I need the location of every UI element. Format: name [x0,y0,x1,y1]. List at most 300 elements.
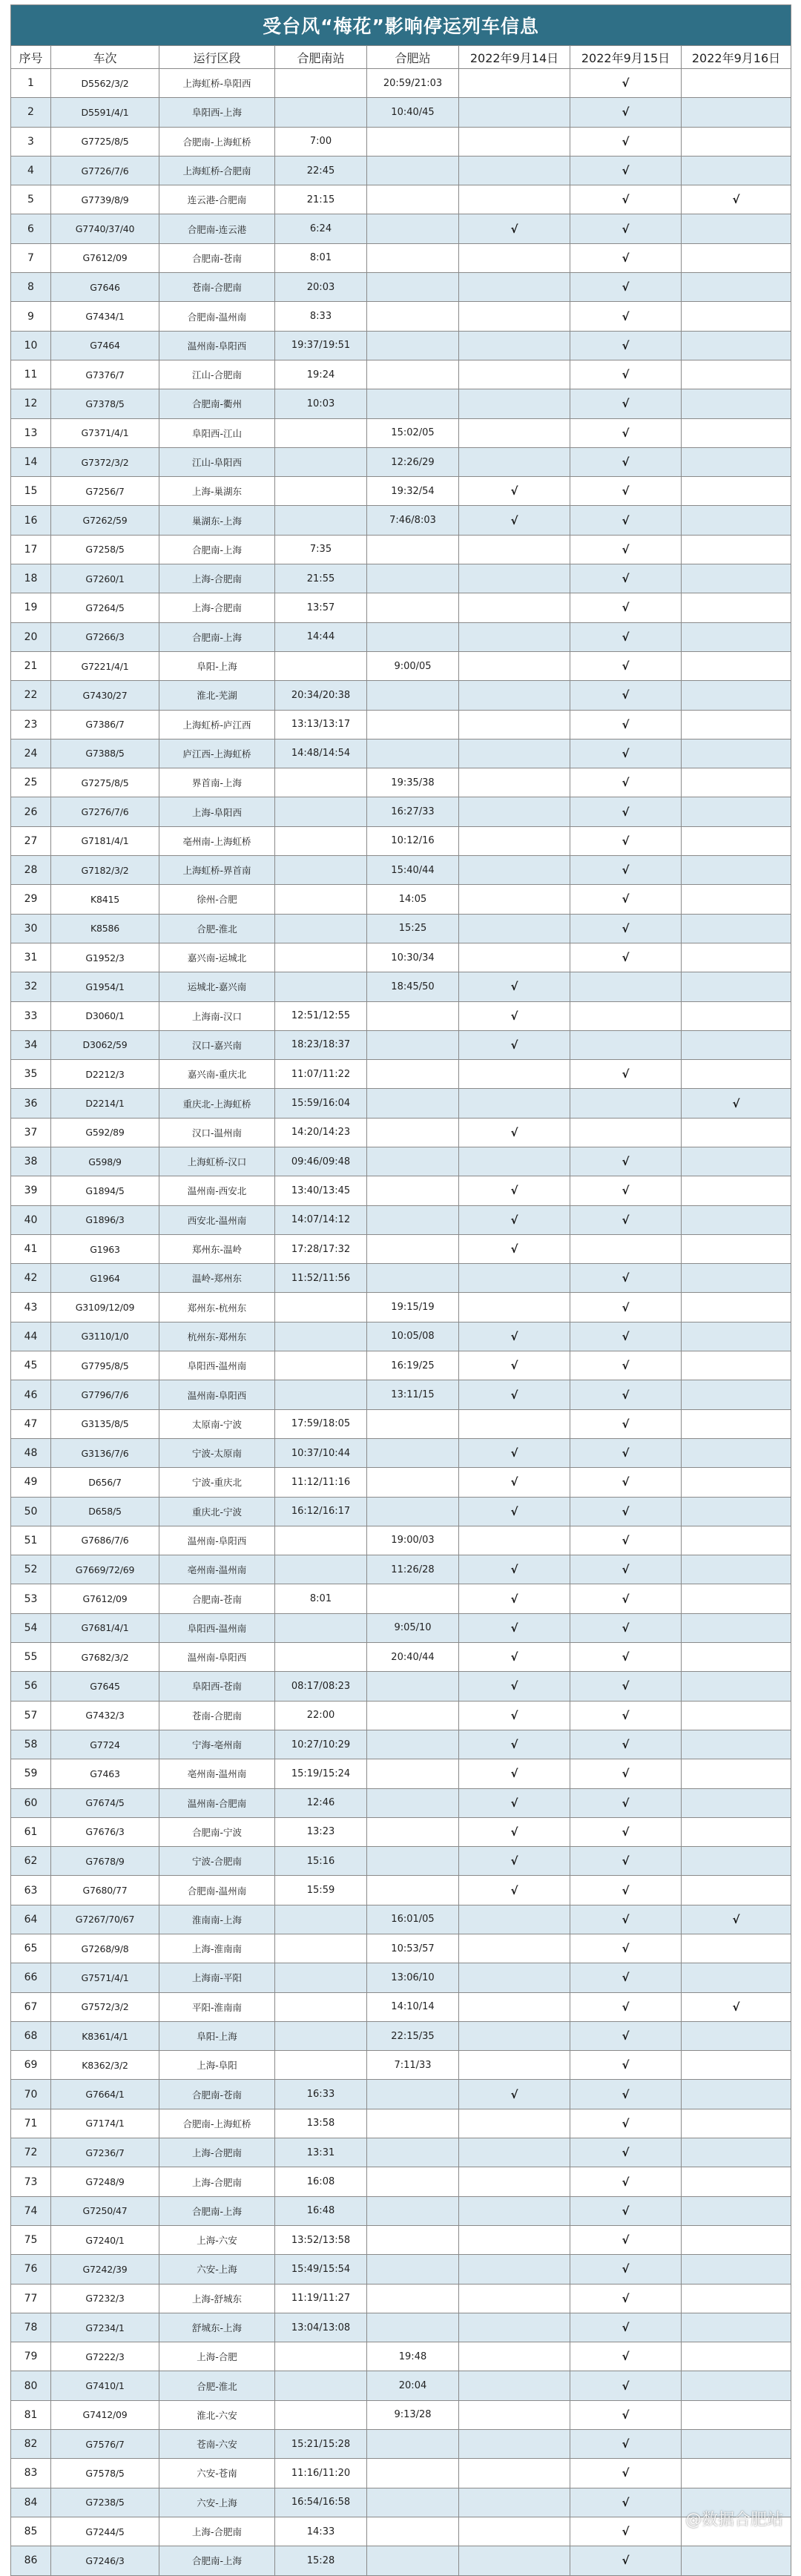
cell-route-section: 合肥-淮北 [159,2371,275,2400]
cell-sep-14-mark [459,2400,570,2429]
cell-sep-14-mark [459,2284,570,2313]
cell-index: 68 [11,2021,51,2050]
cell-sep-16-mark [682,1672,791,1701]
cell-hefei-time [367,1147,459,1176]
cell-train-number: G7664/1 [51,2080,159,2109]
cell-sep-16-mark [682,1730,791,1759]
cell-route-section: 郑州东-杭州东 [159,1293,275,1322]
table-row [11,914,791,943]
cell-sep-14-mark: √ [459,1730,570,1759]
cell-sep-16-mark [682,535,791,564]
cell-sep-15-mark: √ [570,593,682,622]
cell-sep-14-mark: √ [459,1001,570,1030]
cell-index: 63 [11,1876,51,1905]
table-row [11,622,791,651]
cell-train-number: G7572/3/2 [51,1992,159,2021]
cell-index: 4 [11,156,51,185]
cell-train-number: G7242/39 [51,2255,159,2284]
cell-hefei-time [367,185,459,214]
cell-index: 2 [11,98,51,127]
cell-index: 58 [11,1730,51,1759]
cell-sep-14-mark: √ [459,214,570,243]
cell-hefei-time: 22:15/35 [367,2021,459,2050]
cell-hefei-south-time [275,447,367,476]
cell-sep-15-mark: √ [570,1526,682,1555]
cell-sep-15-mark: √ [570,2430,682,2459]
cell-sep-14-mark [459,2342,570,2371]
cell-sep-14-mark [459,273,570,302]
cell-sep-16-mark [682,1380,791,1409]
cell-hefei-south-time: 13:58 [275,2109,367,2138]
cell-sep-15-mark: √ [570,681,682,710]
table-row [11,418,791,447]
cell-sep-16-mark [682,389,791,418]
cell-train-number: G7678/9 [51,1847,159,1876]
cell-sep-16-mark [682,69,791,98]
cell-route-section: 平阳-淮南南 [159,1992,275,2021]
cell-hefei-south-time: 09:46/09:48 [275,1147,367,1176]
cell-sep-15-mark: √ [570,331,682,360]
cell-sep-14-mark: √ [459,1701,570,1730]
cell-sep-15-mark: √ [570,768,682,797]
cell-index: 10 [11,331,51,360]
cell-route-section: 合肥南-苍南 [159,1584,275,1613]
cell-route-section: 亳州南-上海虹桥 [159,826,275,855]
cell-sep-15-mark: √ [570,2371,682,2400]
cell-train-number: G7463 [51,1759,159,1788]
cell-hefei-time [367,127,459,156]
cell-train-number: G7248/9 [51,2167,159,2196]
cell-train-number: G7430/27 [51,681,159,710]
cell-index: 1 [11,69,51,98]
cell-hefei-time: 12:26/29 [367,447,459,476]
column-header-index: 序号 [11,46,51,69]
table-row [11,302,791,331]
cell-sep-16-mark [682,1176,791,1205]
cell-index: 79 [11,2342,51,2371]
table-row [11,2430,791,2459]
cell-hefei-time [367,2225,459,2254]
cell-sep-14-mark [459,2371,570,2400]
cell-index: 48 [11,1438,51,1467]
cell-route-section: 温州南-阜阳西 [159,1380,275,1409]
cell-hefei-south-time: 18:23/18:37 [275,1030,367,1059]
table-row [11,564,791,593]
cell-sep-14-mark [459,1264,570,1293]
cell-hefei-time [367,1118,459,1147]
cell-train-number: G7646 [51,273,159,302]
cell-route-section: 合肥南-上海虹桥 [159,127,275,156]
cell-sep-16-mark [682,243,791,272]
cell-train-number: G7686/7/6 [51,1526,159,1555]
column-header-date-sep-14: 2022年9月14日 [459,46,570,69]
cell-sep-14-mark: √ [459,506,570,535]
cell-sep-15-mark: √ [570,1264,682,1293]
cell-hefei-south-time [275,885,367,914]
cell-hefei-time: 16:27/33 [367,797,459,826]
cell-sep-14-mark [459,2021,570,2050]
cell-train-number: G7222/3 [51,2342,159,2371]
cell-sep-16-mark [682,2109,791,2138]
cell-sep-14-mark [459,1293,570,1322]
table-row [11,214,791,243]
cell-sep-15-mark: √ [570,127,682,156]
cell-hefei-south-time: 20:03 [275,273,367,302]
cell-sep-15-mark: √ [570,243,682,272]
cell-sep-16-mark [682,1001,791,1030]
cell-route-section: 上海南-平阳 [159,1963,275,1992]
cell-sep-16-mark [682,1060,791,1089]
cell-sep-14-mark [459,2138,570,2167]
cell-hefei-time [367,739,459,768]
cell-train-number: G7266/3 [51,622,159,651]
table-row [11,1438,791,1467]
cell-index: 70 [11,2080,51,2109]
cell-train-number: G7371/4/1 [51,418,159,447]
cell-route-section: 六安-上海 [159,2255,275,2284]
cell-sep-15-mark: √ [570,1876,682,1905]
cell-sep-15-mark: √ [570,1643,682,1672]
cell-hefei-time [367,156,459,185]
cell-train-number: K8586 [51,914,159,943]
cell-route-section: 徐州-合肥 [159,885,275,914]
cell-route-section: 温岭-郑州东 [159,1264,275,1293]
cell-sep-15-mark: √ [570,1322,682,1351]
cell-sep-14-mark [459,331,570,360]
cell-index: 52 [11,1555,51,1584]
table-row [11,1468,791,1497]
cell-route-section: 重庆北-宁波 [159,1497,275,1526]
table-row [11,2284,791,2313]
cell-route-section: 上海-阜阳 [159,2051,275,2080]
cell-hefei-south-time: 15:19/15:24 [275,1759,367,1788]
cell-sep-15-mark: √ [570,1351,682,1380]
cell-sep-15-mark: √ [570,1672,682,1701]
cell-index: 24 [11,739,51,768]
cell-index: 49 [11,1468,51,1497]
cell-hefei-time: 7:46/8:03 [367,506,459,535]
column-header-date-sep-16: 2022年9月16日 [682,46,791,69]
cell-index: 6 [11,214,51,243]
cell-hefei-south-time: 11:12/11:16 [275,1468,367,1497]
cell-index: 40 [11,1205,51,1234]
cell-hefei-time [367,1205,459,1234]
table-row [11,681,791,710]
cell-hefei-time [367,1234,459,1263]
cell-hefei-time [367,1759,459,1788]
cell-sep-16-mark [682,2255,791,2284]
cell-hefei-time: 10:12/16 [367,826,459,855]
cell-sep-16-mark [682,2400,791,2429]
cell-index: 81 [11,2400,51,2429]
cell-hefei-south-time: 13:23 [275,1817,367,1846]
cell-sep-16-mark [682,2459,791,2488]
cell-hefei-time: 16:01/05 [367,1905,459,1934]
cell-index: 82 [11,2430,51,2459]
cell-index: 30 [11,914,51,943]
cell-index: 64 [11,1905,51,1934]
cell-hefei-south-time [275,826,367,855]
cell-route-section: 亳州南-温州南 [159,1759,275,1788]
cell-hefei-south-time [275,943,367,972]
cell-sep-15-mark: √ [570,185,682,214]
cell-hefei-south-time: 12:51/12:55 [275,1001,367,1030]
table-row [11,2051,791,2080]
cell-sep-14-mark [459,2051,570,2080]
cell-sep-16-mark [682,768,791,797]
cell-hefei-south-time: 16:54/16:58 [275,2488,367,2517]
cell-hefei-time [367,564,459,593]
cell-train-number: G7268/9/8 [51,1934,159,1963]
table-row [11,1264,791,1293]
cell-train-number: K8362/3/2 [51,2051,159,2080]
cell-hefei-south-time: 14:33 [275,2517,367,2546]
cell-sep-16-mark [682,2517,791,2546]
cell-train-number: G7238/5 [51,2488,159,2517]
cell-index: 33 [11,1001,51,1030]
cell-hefei-south-time [275,1380,367,1409]
cell-sep-15-mark: √ [570,1905,682,1934]
cell-route-section: 上海虹桥-界首南 [159,856,275,885]
table-row [11,1555,791,1584]
table-row [11,1089,791,1118]
table-body [11,69,791,2576]
cell-sep-15-mark: √ [570,1468,682,1497]
cell-sep-15-mark: √ [570,2138,682,2167]
cell-sep-16-mark [682,302,791,331]
watermark: @数据合肥站 [685,2507,783,2530]
cell-sep-16-mark [682,127,791,156]
cell-sep-16-mark [682,2430,791,2459]
cell-sep-14-mark: √ [459,1118,570,1147]
cell-route-section: 上海南-汉口 [159,1001,275,1030]
cell-train-number: G1954/1 [51,972,159,1001]
table-row [11,1030,791,1059]
cell-hefei-south-time [275,1643,367,1672]
cell-sep-14-mark [459,1060,570,1089]
cell-index: 5 [11,185,51,214]
cell-sep-15-mark: √ [570,2284,682,2313]
cell-train-number: G7174/1 [51,2109,159,2138]
cell-train-number: G7264/5 [51,593,159,622]
cell-train-number: G7260/1 [51,564,159,593]
cell-index: 42 [11,1264,51,1293]
cell-hefei-time [367,1409,459,1438]
cell-hefei-time [367,1001,459,1030]
cell-route-section: 界首南-上海 [159,768,275,797]
cell-route-section: 温州南-阜阳西 [159,331,275,360]
table-row [11,768,791,797]
cell-sep-14-mark [459,1526,570,1555]
cell-hefei-time: 14:10/14 [367,1992,459,2021]
cell-hefei-south-time: 13:13/13:17 [275,710,367,739]
cell-hefei-south-time: 15:28 [275,2546,367,2575]
cell-hefei-time [367,1817,459,1846]
cell-sep-15-mark [570,1234,682,1263]
cell-train-number: G7571/4/1 [51,1963,159,1992]
cell-train-number: G3109/12/09 [51,1293,159,1322]
cell-index: 29 [11,885,51,914]
cell-sep-14-mark [459,2430,570,2459]
cell-route-section: 合肥南-宁波 [159,1817,275,1846]
cell-train-number: G1896/3 [51,1205,159,1234]
table-row [11,2196,791,2225]
cell-hefei-time: 10:05/08 [367,1322,459,1351]
cell-train-number: G7258/5 [51,535,159,564]
cell-sep-16-mark [682,1438,791,1467]
cell-index: 7 [11,243,51,272]
cell-sep-14-mark [459,2546,570,2575]
cell-route-section: 温州南-西安北 [159,1176,275,1205]
cell-index: 59 [11,1759,51,1788]
cell-route-section: 西安北-温州南 [159,1205,275,1234]
cell-sep-15-mark: √ [570,1176,682,1205]
cell-index: 54 [11,1613,51,1642]
cell-train-number: K8361/4/1 [51,2021,159,2050]
cell-hefei-south-time: 17:28/17:32 [275,1234,367,1263]
cell-hefei-south-time: 6:24 [275,214,367,243]
cell-sep-16-mark [682,214,791,243]
cell-sep-16-mark [682,2225,791,2254]
cell-route-section: 嘉兴南-运城北 [159,943,275,972]
cell-sep-15-mark: √ [570,2167,682,2196]
cell-route-section: 阜阳-上海 [159,2021,275,2050]
cell-hefei-time: 9:05/10 [367,1613,459,1642]
cell-hefei-time: 19:48 [367,2342,459,2371]
cell-sep-16-mark [682,1351,791,1380]
cell-sep-14-mark: √ [459,1176,570,1205]
cell-sep-14-mark: √ [459,1643,570,1672]
cell-train-number: G7432/3 [51,1701,159,1730]
cell-route-section: 上海-合肥南 [159,2517,275,2546]
cell-hefei-time [367,1497,459,1526]
cell-index: 65 [11,1934,51,1963]
cell-hefei-time: 7:11/33 [367,2051,459,2080]
cell-sep-16-mark: √ [682,1089,791,1118]
cell-train-number: G3136/7/6 [51,1438,159,1467]
cell-sep-16-mark [682,1701,791,1730]
cell-hefei-time [367,2255,459,2284]
cell-train-number: K8415 [51,885,159,914]
cell-train-number: G7276/7/6 [51,797,159,826]
cell-sep-15-mark [570,1001,682,1030]
cell-hefei-south-time [275,856,367,885]
cell-sep-15-mark: √ [570,914,682,943]
cell-route-section: 淮北-六安 [159,2400,275,2429]
cell-route-section: 上海-淮南南 [159,1934,275,1963]
cell-train-number: G7674/5 [51,1788,159,1817]
cell-sep-16-mark [682,1322,791,1351]
cell-sep-15-mark: √ [570,885,682,914]
cell-hefei-south-time: 13:04/13:08 [275,2313,367,2342]
cell-train-number: G7796/7/6 [51,1380,159,1409]
cell-sep-16-mark [682,797,791,826]
cell-route-section: 合肥南-上海虹桥 [159,2109,275,2138]
cell-sep-16-mark [682,2488,791,2517]
cell-route-section: 苍南-合肥南 [159,273,275,302]
cell-hefei-south-time: 11:19/11:27 [275,2284,367,2313]
cell-sep-14-mark [459,1905,570,1934]
cell-sep-16-mark [682,2342,791,2371]
cell-route-section: 淮南南-上海 [159,1905,275,1934]
table-row [11,885,791,914]
cell-hefei-time: 19:35/38 [367,768,459,797]
cell-hefei-south-time [275,1905,367,1934]
cell-sep-16-mark [682,1526,791,1555]
cell-sep-16-mark [682,98,791,127]
cell-hefei-time [367,2109,459,2138]
cell-sep-14-mark [459,302,570,331]
cell-sep-14-mark [459,418,570,447]
cell-train-number: G7410/1 [51,2371,159,2400]
cell-sep-15-mark [570,1030,682,1059]
cell-index: 56 [11,1672,51,1701]
cell-hefei-south-time [275,1613,367,1642]
table-row [11,1905,791,1934]
cell-hefei-south-time [275,1963,367,1992]
cell-route-section: 上海-合肥南 [159,2138,275,2167]
table-row [11,2109,791,2138]
cell-index: 44 [11,1322,51,1351]
cell-sep-14-mark [459,2167,570,2196]
cell-train-number: G598/9 [51,1147,159,1176]
cell-route-section: 运城北-嘉兴南 [159,972,275,1001]
table-row [11,1963,791,1992]
cell-sep-16-mark [682,1963,791,1992]
cell-sep-15-mark: √ [570,389,682,418]
cell-hefei-time: 16:19/25 [367,1351,459,1380]
cell-sep-16-mark [682,826,791,855]
cell-hefei-south-time: 14:20/14:23 [275,1118,367,1147]
cell-route-section: 合肥南-连云港 [159,214,275,243]
cell-index: 22 [11,681,51,710]
table-row [11,2138,791,2167]
cell-sep-14-mark [459,127,570,156]
cell-sep-15-mark: √ [570,564,682,593]
cell-hefei-south-time: 13:40/13:45 [275,1176,367,1205]
cell-sep-15-mark: √ [570,360,682,389]
cell-train-number: G7386/7 [51,710,159,739]
table-row [11,2225,791,2254]
cell-hefei-south-time: 21:15 [275,185,367,214]
cell-sep-15-mark: √ [570,535,682,564]
cell-train-number: G7262/59 [51,506,159,535]
cell-index: 26 [11,797,51,826]
cell-sep-14-mark [459,2459,570,2488]
cell-train-number: G7612/09 [51,1584,159,1613]
column-header-hefei-south-station: 合肥南站 [275,46,367,69]
table-row [11,2517,791,2546]
table-row [11,1001,791,1030]
cell-route-section: 宁波-太原南 [159,1438,275,1467]
table-row [11,1613,791,1642]
cell-sep-16-mark [682,2546,791,2575]
cell-train-number: G7726/7/6 [51,156,159,185]
cell-index: 8 [11,273,51,302]
cell-index: 25 [11,768,51,797]
table-row [11,1526,791,1555]
cell-hefei-south-time [275,1555,367,1584]
cell-hefei-time [367,2459,459,2488]
cell-route-section: 上海-合肥南 [159,2167,275,2196]
cell-sep-14-mark [459,447,570,476]
cell-sep-16-mark [682,651,791,680]
cell-sep-15-mark: √ [570,2225,682,2254]
cell-train-number: G7275/8/5 [51,768,159,797]
cell-sep-14-mark [459,2196,570,2225]
cell-route-section: 上海-舒城东 [159,2284,275,2313]
cell-route-section: 上海-合肥南 [159,593,275,622]
